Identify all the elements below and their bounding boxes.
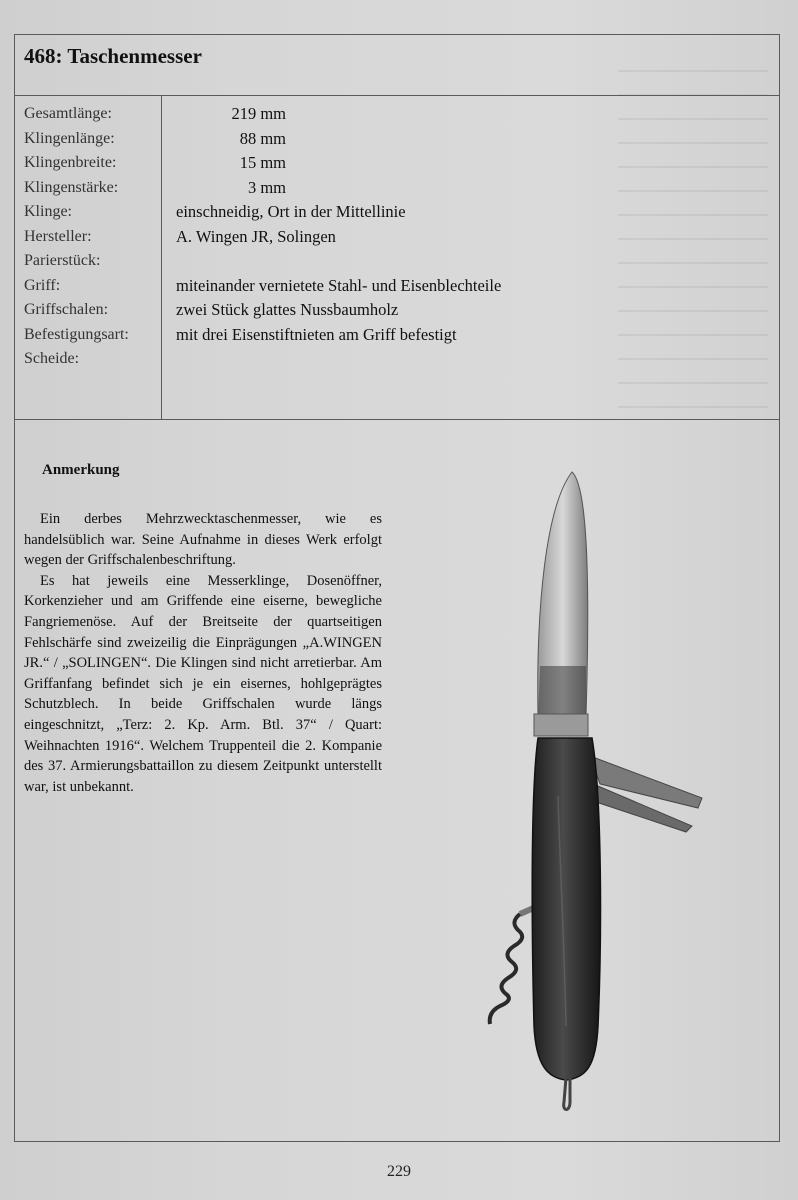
note-paragraph-2: Es hat jeweils eine Messerklinge, Dosenöffner, Korkenzieher und am Griffende eine eiserne, bewegliche Fangriemenöse. Auf der Breitseite der quartseitigen Fehlschärfe sind zweizeilig die Einprägungen „A.WINGEN JR.“ / „SOLINGEN“. Die Klingen sind nicht arretierbar. Am Griffanfang befindet sich je ein eisernes, hohlgeprägtes Schutzblech. In beide Griffschalen wurde längs eingeschnitzt, „Terz: 2. Kp. Arm. Btl. 37“ / Quart: Weihnachten 1916“. Welchem Truppenteil die 2. Kompanie des 37. Armierungsbattaillon zu diesem Zeitpunkt unterstellt war, ist unbekannt.: [24, 572, 382, 795]
spec-label-guard: Parierstück:: [24, 252, 101, 269]
spec-label-blade: Klinge:: [24, 203, 72, 220]
spec-label-length: Gesamtlänge:: [24, 105, 112, 122]
spec-label-blade-width: Klingenbreite:: [24, 154, 117, 171]
spec-value-maker: A. Wingen JR, Solingen: [176, 226, 336, 246]
spec-value-guard: [176, 249, 501, 274]
spec-value-scabbard: [176, 347, 501, 372]
pocket-knife-photo: [420, 466, 740, 1126]
can-opener: [590, 756, 702, 832]
spec-column-divider: [161, 96, 162, 420]
spec-values: [176, 102, 501, 372]
spec-label-scabbard: Scheide:: [24, 350, 80, 367]
knife-blade: [538, 472, 588, 716]
bolster: [534, 714, 588, 736]
spec-label-maker: Hersteller:: [24, 227, 92, 245]
knife-grip: [532, 738, 600, 1080]
spec-value-blade-width: 15 mm: [239, 153, 286, 172]
spec-value-blade-length: 88 mm: [239, 128, 286, 148]
corkscrew: [490, 906, 538, 1024]
spec-value-fastening: mit drei Eisenstiftnieten am Griff befestigt: [176, 324, 457, 344]
note-heading: Anmerkung: [42, 462, 120, 478]
spec-label-blade-thickness: Klingenstärke:: [24, 178, 119, 196]
spec-label-blade-length: Klingenlänge:: [24, 129, 115, 147]
spec-value-blade: einschneidig, Ort in der Mittellinie: [176, 202, 406, 221]
spec-value-length: 219 mm: [231, 104, 286, 123]
note-body: [24, 509, 382, 797]
spec-value-blade-thickness: 3 mm: [247, 177, 286, 197]
spec-labels: [24, 102, 129, 372]
spec-value-grip-scales: zwei Stück glattes Nussbaumholz: [176, 300, 399, 319]
note-paragraph-1: Ein derbes Mehrzwecktaschenmesser, wie es handelsüblich war. Seine Aufnahme in dieses Werk erfolgt wegen der Griffschalenbeschriftung.: [24, 511, 382, 569]
spec-label-fastening: Befestigungsart:: [24, 325, 129, 343]
spec-value-grip: miteinander vernietete Stahl- und Eisenblechteile: [176, 275, 502, 295]
spec-label-grip: Griff:: [24, 276, 61, 294]
title-row: [14, 34, 780, 96]
page-number: 229: [387, 1163, 411, 1180]
lanyard-loop: [564, 1078, 570, 1110]
spec-label-grip-scales: Griffschalen:: [24, 301, 109, 318]
entry-title: 468: Taschenmesser: [24, 44, 202, 68]
